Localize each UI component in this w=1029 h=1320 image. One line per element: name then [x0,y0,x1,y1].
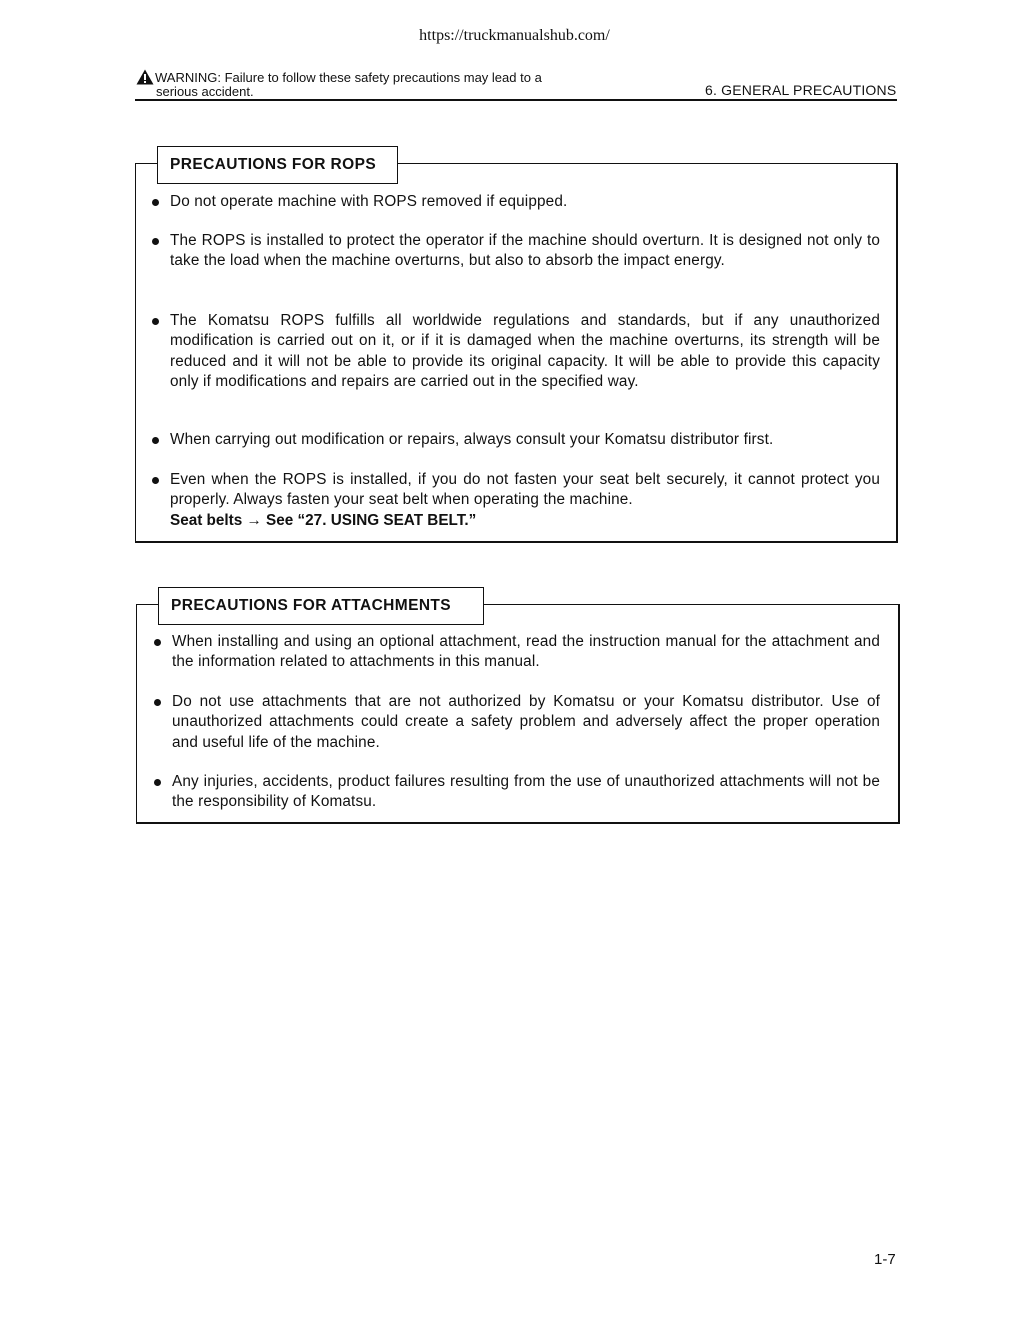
rops-item-2: The ROPS is installed to protect the operator if the machine should overturn. It is designed not only to take the load when the machine overturns, but also to absorb the impact energy. [170,231,880,272]
warning-triangle-icon [136,69,154,85]
header-divider [135,99,897,101]
warning-text-line1: WARNING: Failure to follow these safety precautions may lead to a [155,70,542,85]
rops-box-title: PRECAUTIONS FOR ROPS [157,146,398,184]
bullet-icon [152,437,159,444]
attachments-box-title: PRECAUTIONS FOR ATTACHMENTS [158,587,484,625]
bullet-icon [152,318,159,325]
page-number: 1-7 [874,1251,896,1268]
bullet-icon [152,199,159,206]
warning-text-line2: serious accident. [156,84,254,99]
attachments-item-2: Do not use attachments that are not authorized by Komatsu or your Komatsu distributor. Use of unauthorized attachments could create a safety problem and adversely affect the proper operation and useful life of the machine. [172,692,880,753]
bullet-icon [152,238,159,245]
rops-item-5: Even when the ROPS is installed, if you do not fasten your seat belt securely, it cannot protect you properly. Always fasten your seat belt when operating the machine. Seat belts → See “27. USING SEAT BELT.” [170,470,880,531]
rops-item-1: Do not operate machine with ROPS removed if equipped. [170,192,880,212]
source-url: https://truckmanualshub.com/ [419,27,610,44]
section-title: 6. GENERAL PRECAUTIONS [705,82,897,98]
bullet-icon [154,699,161,706]
rops-item-3: The Komatsu ROPS fulfills all worldwide regulations and standards, but if any unauthorized modification is carried out on it, or if it is damaged when the machine overturns, its strength will be reduced and it will not be able to provide its original capacity. It will be able to provide this capacity only if modifications and repairs are carried out in the specified way. [170,311,880,392]
rops-item-4: When carrying out modification or repairs, always consult your Komatsu distributor first. [170,430,880,450]
warning-header [136,69,656,99]
attachments-item-1: When installing and using an optional attachment, read the instruction manual for the attachment and the information related to attachments in this manual. [172,632,880,673]
bullet-icon [152,477,159,484]
seat-belt-reference: Seat belts → See “27. USING SEAT BELT.” [170,511,477,529]
attachments-item-3: Any injuries, accidents, product failures resulting from the use of unauthorized attachments will not be the responsibility of Komatsu. [172,772,880,813]
bullet-icon [154,779,161,786]
bullet-icon [154,639,161,646]
